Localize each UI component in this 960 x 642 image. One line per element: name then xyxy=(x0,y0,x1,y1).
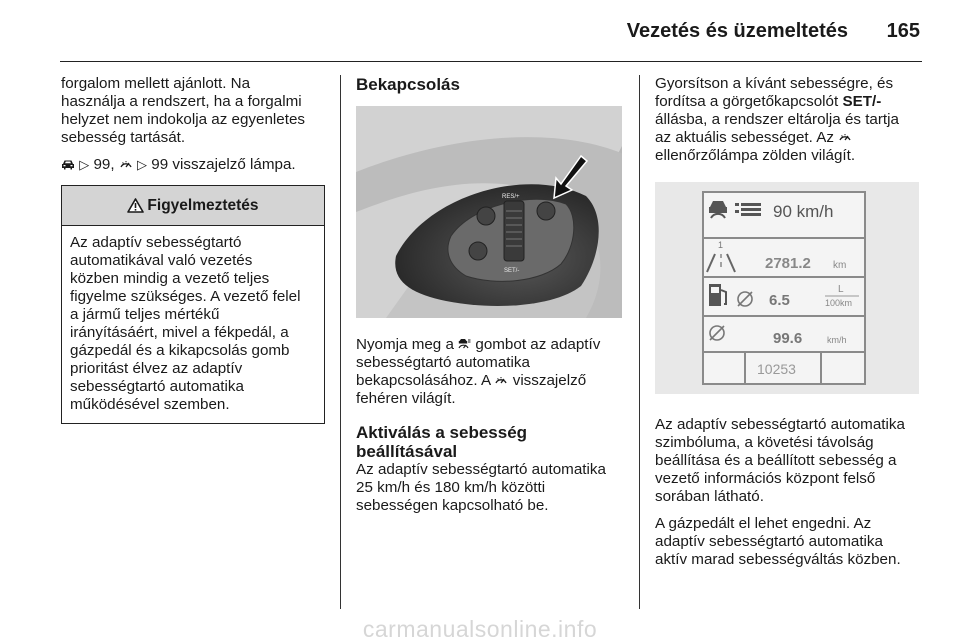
text-line: sebességen kapcsolható be. xyxy=(356,497,549,514)
driver-info-display-illustration xyxy=(655,182,919,394)
text-line: vezető információs központ felső xyxy=(655,470,876,487)
speed-range-paragraph xyxy=(356,461,624,515)
link-arrow-icon: ▷ xyxy=(79,158,90,173)
accelerator-paragraph xyxy=(655,515,923,569)
column-right xyxy=(655,75,923,578)
text-line: Az adaptív sebességtartó automatika xyxy=(655,416,905,433)
text-line: figyelme szükséges. A vezető felel xyxy=(70,288,301,305)
watermark: carmanualsonline.info xyxy=(362,616,598,642)
text-line: automatikával való vezetés xyxy=(70,252,253,269)
text-line: sebességtartó automatika xyxy=(356,354,530,371)
text-line: működésével szemben. xyxy=(70,396,230,413)
page-ref: 99 visszajelző lámpa. xyxy=(151,156,296,173)
intro-paragraph xyxy=(61,75,325,147)
text-line: beállítása és a beállított sebesség a xyxy=(655,452,897,469)
warning-title: Figyelmeztetés xyxy=(147,196,259,214)
column-left xyxy=(61,75,325,424)
column-divider xyxy=(639,75,640,609)
text-line: közben mindig a vezető teljes xyxy=(70,270,270,287)
steering-wheel-illustration xyxy=(356,106,622,318)
warning-triangle-icon xyxy=(127,198,144,213)
cruise-control-icon xyxy=(119,158,133,170)
text-line: gázpedál és a kikapcsolás gomb xyxy=(70,342,290,359)
odometer-value: 10253 xyxy=(757,361,796,377)
warning-box xyxy=(61,185,325,424)
reference-line xyxy=(61,156,325,175)
column-middle xyxy=(356,75,624,524)
set-speed-paragraph xyxy=(655,75,923,165)
page-number: 165 xyxy=(886,20,920,42)
symbol-paragraph xyxy=(655,416,923,506)
text-line: a jármű teljes mértékű xyxy=(70,306,220,323)
trip-value: 2781.2 xyxy=(765,255,811,272)
warning-header xyxy=(62,186,324,226)
cruise-control-icon xyxy=(838,131,852,143)
text-line: ellenőrzőlámpa zölden világít. xyxy=(655,147,856,164)
page-ref: 99, xyxy=(93,156,119,173)
text-line: adaptív sebességtartó automatika xyxy=(655,533,883,550)
text-line: forgalom mellett ajánlott. Na xyxy=(61,75,251,92)
text-line: Gyorsítson a kívánt sebességre, és xyxy=(655,75,894,92)
trip-number: 1 xyxy=(718,240,724,250)
text-line: irányításáért, mivel a fékpedál, a xyxy=(70,324,289,341)
column-divider xyxy=(340,75,341,609)
heading-line: Aktiválás a sebesség xyxy=(356,423,528,442)
text-line: sebességtartó automatika xyxy=(70,378,244,395)
text-line: Az adaptív sebességtartó xyxy=(70,234,242,251)
text-line: prioritást élvez az adaptív xyxy=(70,360,243,377)
car-icon xyxy=(61,159,75,170)
page-title: Vezetés és üzemeltetés xyxy=(626,20,848,42)
trip-unit: km xyxy=(833,260,847,271)
text-fragment: az aktuális sebességet. Az xyxy=(655,129,839,146)
res-label: RES/+ xyxy=(502,194,520,200)
text-line: szimbóluma, a követési távolság xyxy=(655,434,874,451)
text-fragment: fordítsa a görgetőkapcsolót xyxy=(655,93,843,110)
text-line: A gázpedált el lehet engedni. Az xyxy=(655,515,872,532)
fuel-unit-top: L xyxy=(838,284,844,295)
section-heading xyxy=(356,423,624,461)
text-line: sebesség tartását. xyxy=(61,129,186,146)
warning-body xyxy=(62,226,324,423)
text-fragment: bekapcsolásához. A xyxy=(356,372,495,389)
adaptive-cruise-button-icon xyxy=(458,338,471,350)
text-line: sorában látható. xyxy=(655,488,764,505)
set-label: SET/- xyxy=(842,93,882,110)
heading-line: beállításával xyxy=(356,442,458,461)
text-line: aktív marad sebességváltás közben. xyxy=(655,551,901,568)
link-arrow-icon: ▷ xyxy=(137,158,148,173)
cruise-control-icon xyxy=(494,374,508,386)
fuel-unit-bottom: 100km xyxy=(825,298,853,308)
text-line: Az adaptív sebességtartó automatika xyxy=(356,461,606,478)
fuel-value: 6.5 xyxy=(769,292,790,309)
text-line: 25 km/h és 180 km/h közötti xyxy=(356,479,546,496)
text-line: fehéren világít. xyxy=(356,390,456,407)
text-fragment: visszajelző xyxy=(512,372,587,389)
section-heading: Bekapcsolás xyxy=(356,75,460,94)
text-line: használja a rendszert, ha a forgalmi xyxy=(61,93,302,110)
avg-speed-value: 99.6 xyxy=(773,330,803,347)
page-header xyxy=(60,0,922,62)
set-speed-value: 90 km/h xyxy=(773,202,834,221)
avg-speed-unit: km/h xyxy=(827,335,847,345)
text-fragment: gombot az adaptív xyxy=(475,336,601,353)
set-label: SET/- xyxy=(504,268,520,274)
text-line: állásba, a rendszer eltárolja és tartja xyxy=(655,111,899,128)
activation-paragraph xyxy=(356,336,624,408)
text-line: helyzet nem indokolja az egyenletes xyxy=(61,111,305,128)
text-fragment: Nyomja meg a xyxy=(356,336,459,353)
